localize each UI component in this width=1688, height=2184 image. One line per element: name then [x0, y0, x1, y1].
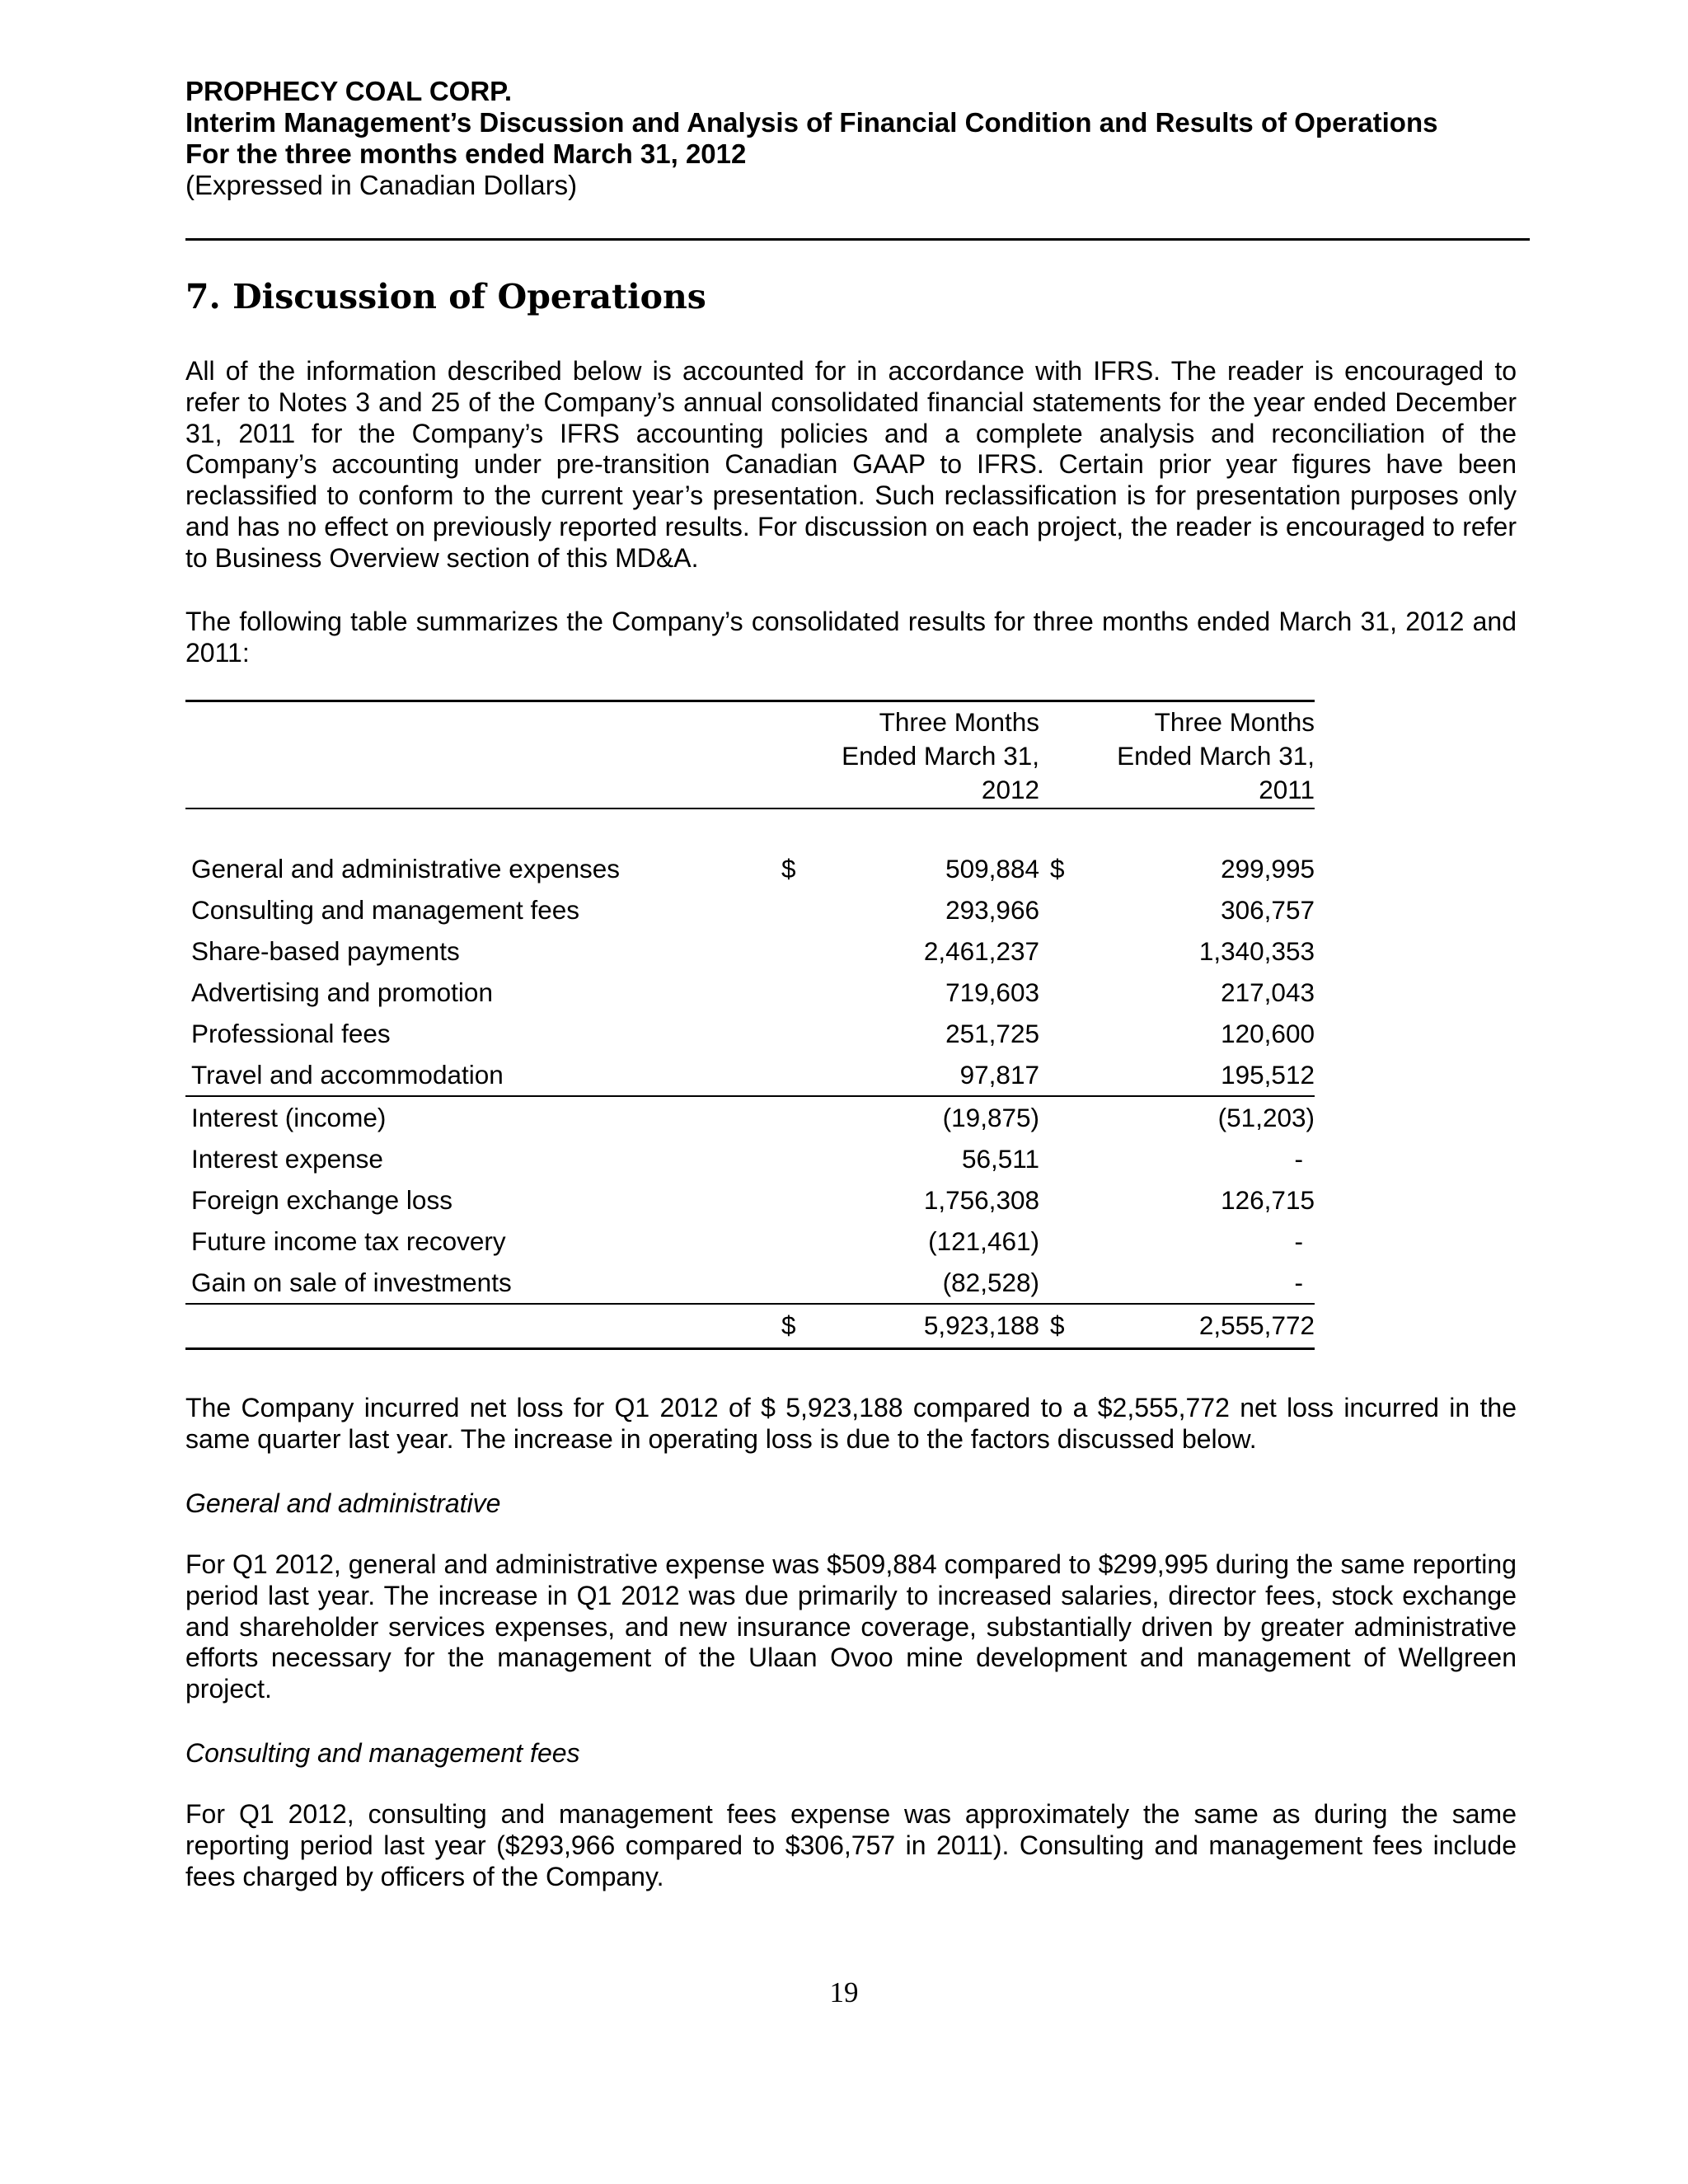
table-row	[185, 972, 1315, 1013]
value-2012: 719,603	[945, 977, 1039, 1007]
column-header-line: 2011	[1259, 775, 1315, 804]
page-number: 19	[829, 1976, 859, 2008]
total-double-rule	[185, 1347, 1315, 1350]
value-2012: 509,884	[945, 854, 1039, 883]
value-2012: 56,511	[961, 1144, 1039, 1174]
currency-symbol: $	[1050, 1310, 1065, 1340]
column-header-line: Three Months	[879, 707, 1039, 737]
intro-paragraph: All of the information described below is accounted for in accordance with IFRS. The reader is encouraged to refer to Notes 3 and 25 of the Company’s annual consolidated financial statements for the year ended December 31, 2011 for the Company’s IFRS accounting policies and a complete analysis and reconciliation of the Company’s accounting under pre-transition Canadian GAAP to IFRS. Certain prior year figures have been reclassified to conform to the current year’s presentation. Such reclassification is for presentation purposes only and has no effect on previously reported results. For discussion on each project, the reader is encouraged to refer to Business Overview section of this MD&A.	[185, 356, 1517, 573]
ga-paragraph: For Q1 2012, general and administrative expense was $509,884 compared to $299,995 during the same reporting period last year. The increase in Q1 2012 was due primarily to increased salaries, director fees, stock exchange and shareholder services expenses, and new insurance coverage, substantially driven by greater administrative efforts necessary for the management of the Ulaan Ovoo mine development and management of Wellgreen project.	[185, 1549, 1517, 1704]
value-2011: -	[1294, 1226, 1303, 1256]
report-title: Interim Management’s Discussion and Analysis of Financial Condition and Results of Operations	[185, 107, 1438, 138]
report-period: For the three months ended March 31, 2012	[185, 138, 747, 169]
value-2011: 299,995	[1221, 854, 1315, 883]
value-2012: 251,725	[945, 1019, 1039, 1048]
value-2012: (82,528)	[942, 1268, 1039, 1297]
row-label: Travel and accommodation	[191, 1060, 504, 1090]
value-2012: 2,461,237	[923, 936, 1039, 966]
value-2012: (19,875)	[942, 1103, 1039, 1132]
row-label: Advertising and promotion	[191, 977, 493, 1007]
value-2011: 217,043	[1221, 977, 1315, 1007]
row-label: Foreign exchange loss	[191, 1185, 452, 1215]
column-header-line: Three Months	[1154, 707, 1315, 737]
net-loss-paragraph: The Company incurred net loss for Q1 2012 of $ 5,923,188 compared to a $2,555,772 net loss incurred in the same quarter last year. The increase in operating loss is due to the factors discussed below.	[185, 1393, 1517, 1454]
value-2012: 293,966	[945, 895, 1039, 925]
value-2011: 306,757	[1221, 895, 1315, 925]
table-row	[185, 889, 1315, 930]
row-label: General and administrative expenses	[191, 854, 621, 883]
table-row	[185, 848, 1315, 889]
column-header-line: 2012	[981, 775, 1039, 804]
currency-symbol: $	[1050, 854, 1065, 883]
value-2011: 120,600	[1221, 1019, 1315, 1048]
row-label: Consulting and management fees	[191, 895, 580, 925]
table-row	[185, 1221, 1315, 1262]
value-2011: (51,203)	[1217, 1103, 1315, 1132]
section-title: 7. Discussion of Operations	[185, 277, 706, 316]
page-header	[185, 76, 1545, 201]
table-row	[185, 1179, 1315, 1221]
results-table	[185, 700, 1315, 1350]
column-header-2011	[1043, 705, 1315, 807]
value-2012: (121,461)	[928, 1226, 1039, 1256]
row-label: Share-based payments	[191, 936, 460, 966]
row-label: Professional fees	[191, 1019, 391, 1048]
table-row	[185, 1097, 1315, 1138]
value-2011: -	[1294, 1144, 1303, 1174]
row-label: Interest expense	[191, 1144, 383, 1174]
value-2011: 126,715	[1221, 1185, 1315, 1215]
table-row	[185, 1262, 1315, 1303]
value-2012: 1,756,308	[923, 1185, 1039, 1215]
cmf-paragraph: For Q1 2012, consulting and management fees expense was approximately the same as during the same reporting period last year ($293,966 compared to $306,757 in 2011). Consulting and management fees include fees charged by officers of the Company.	[185, 1799, 1517, 1891]
row-label: Gain on sale of investments	[191, 1268, 512, 1297]
currency-symbol: $	[781, 854, 796, 883]
value-2011: 195,512	[1221, 1060, 1315, 1090]
table-row	[185, 1054, 1315, 1095]
value-2011: -	[1294, 1268, 1303, 1297]
table-total-row	[185, 1305, 1315, 1346]
row-label: Interest (income)	[191, 1103, 387, 1132]
report-currency-note: (Expressed in Canadian Dollars)	[185, 170, 578, 200]
table-intro-paragraph: The following table summarizes the Company’s consolidated results for three months ended March 31, 2012 and 2011:	[185, 607, 1517, 668]
currency-symbol: $	[781, 1310, 796, 1340]
value-2011: 1,340,353	[1198, 936, 1315, 966]
ga-subheading: General and administrative	[185, 1488, 501, 1518]
table-row	[185, 1013, 1315, 1054]
table-row	[185, 1138, 1315, 1179]
column-header-line: Ended March 31,	[842, 741, 1039, 771]
header-divider	[185, 238, 1530, 241]
company-name: PROPHECY COAL CORP.	[185, 76, 513, 106]
total-2011: 2,555,772	[1198, 1310, 1315, 1340]
value-2012: 97,817	[959, 1060, 1039, 1090]
table-row	[185, 930, 1315, 972]
column-header-2012	[185, 705, 1039, 807]
cmf-subheading: Consulting and management fees	[185, 1738, 580, 1768]
column-header-line: Ended March 31,	[1117, 741, 1315, 771]
table-header	[185, 702, 1315, 808]
total-2012: 5,923,188	[923, 1310, 1039, 1340]
row-label: Future income tax recovery	[191, 1226, 506, 1256]
